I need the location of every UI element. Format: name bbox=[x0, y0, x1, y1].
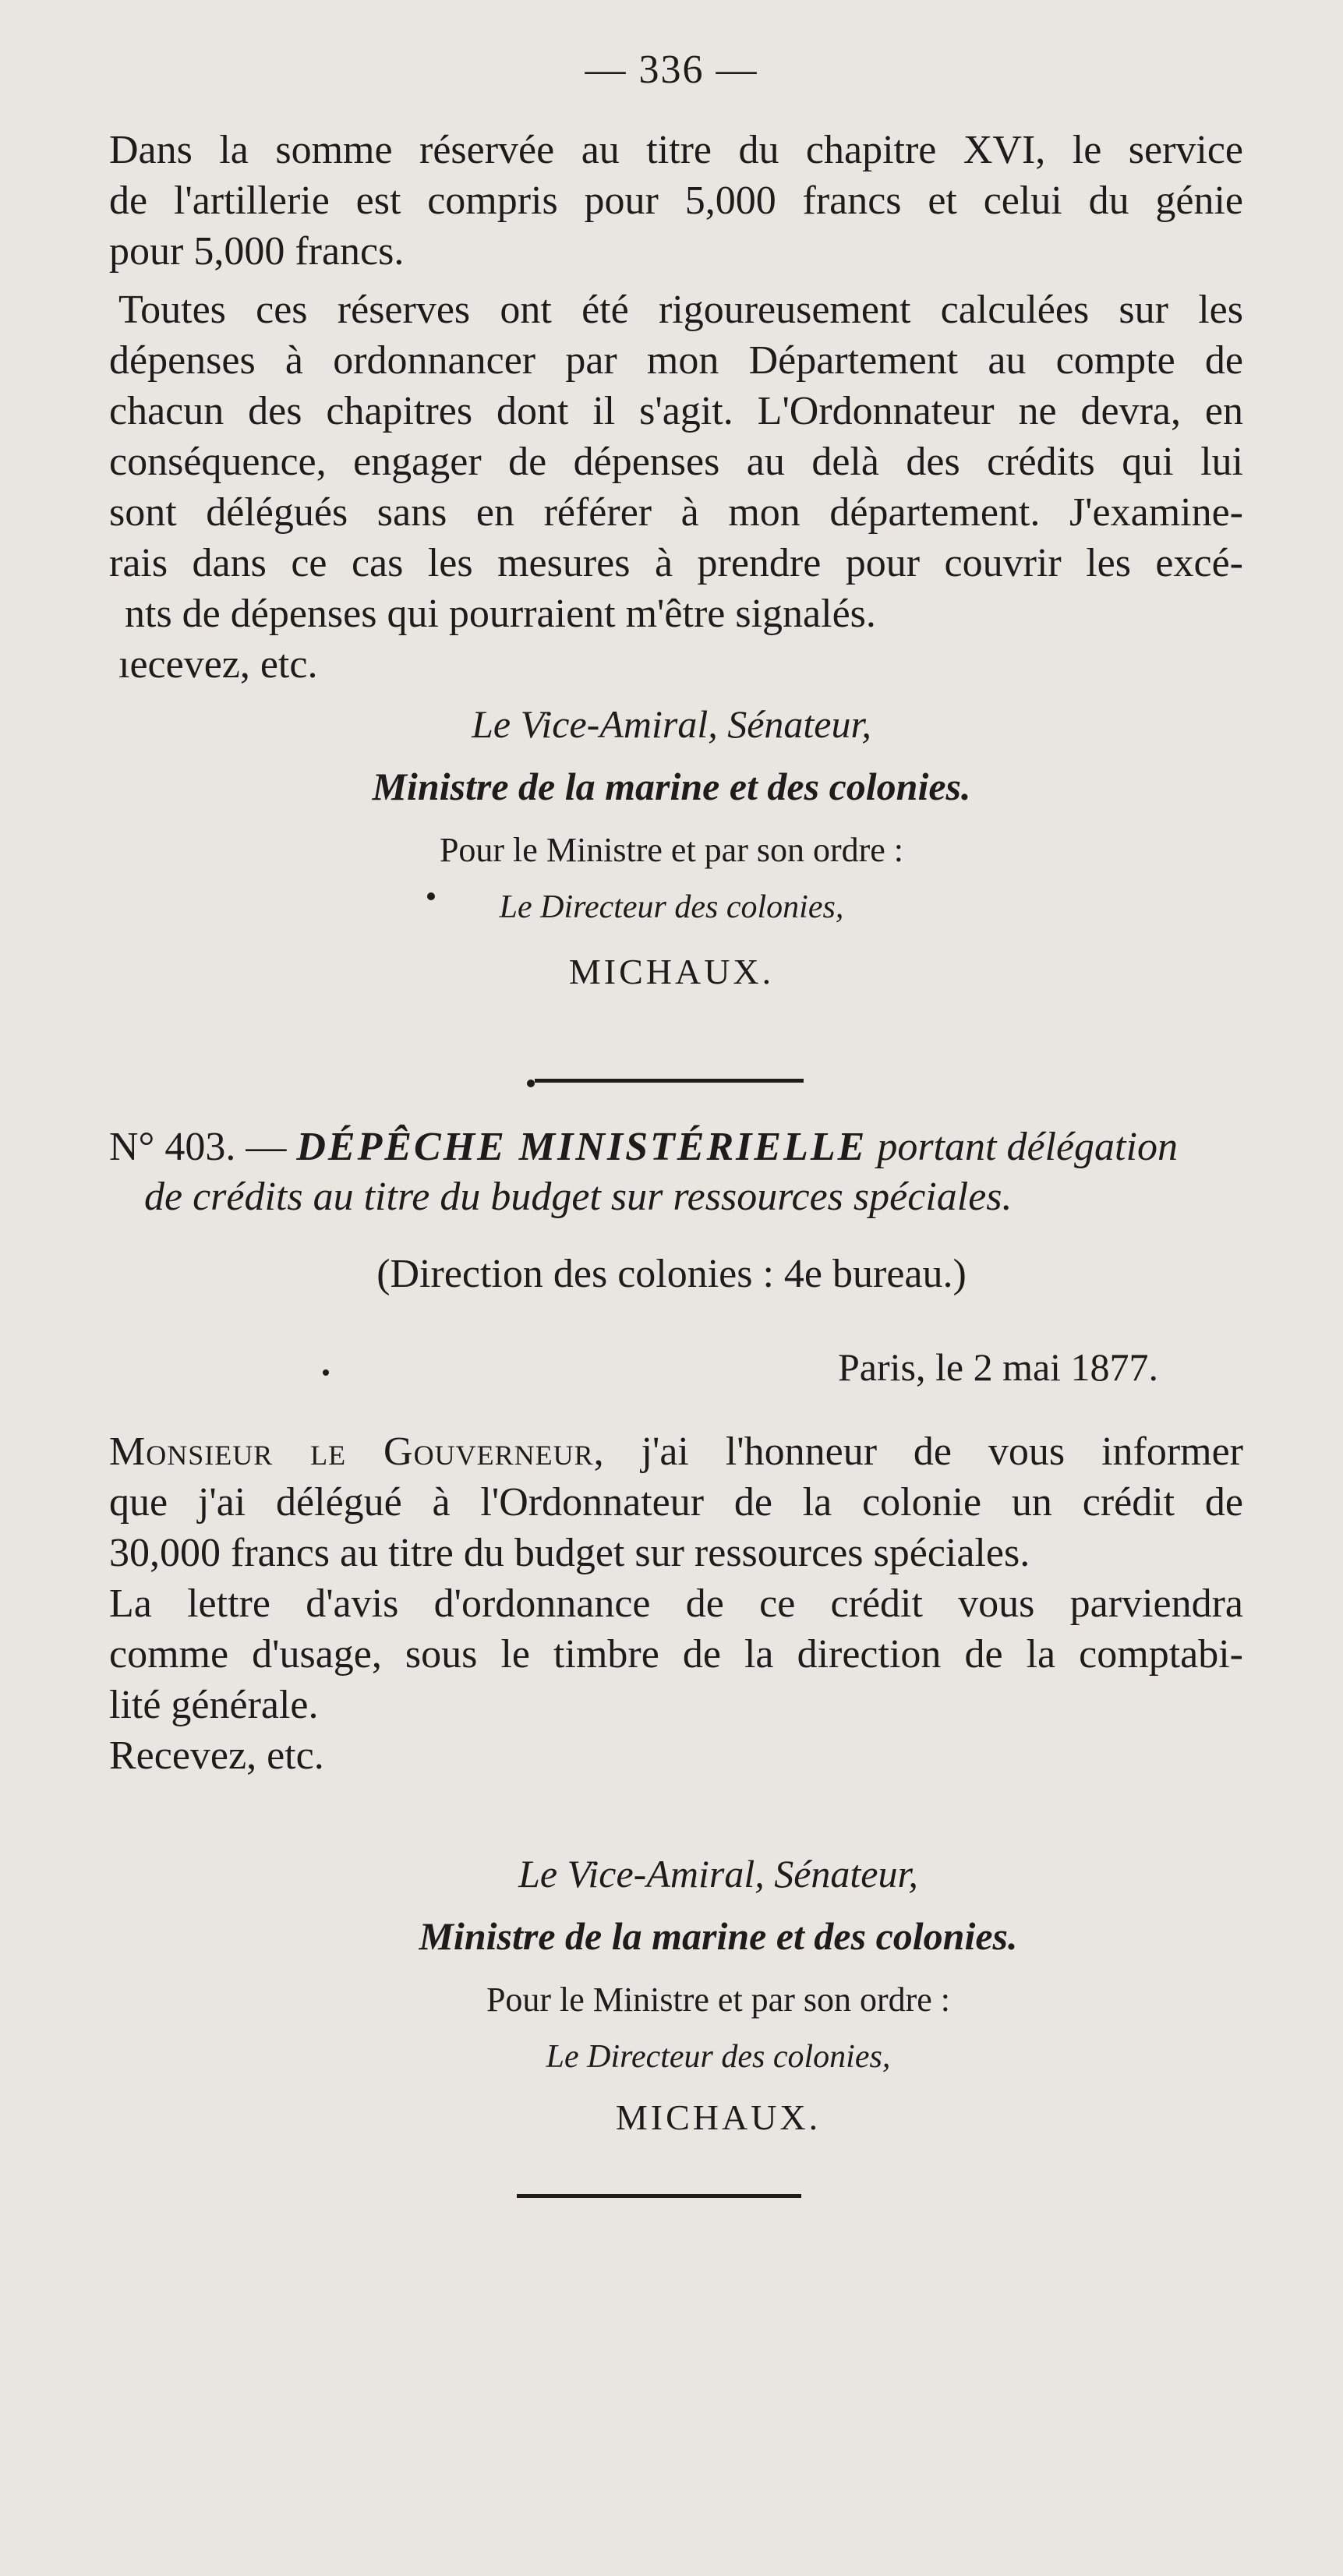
signature-office: Ministre de la marine et des colonies. bbox=[372, 765, 971, 808]
signature-director: Le Directeur des colonies, bbox=[499, 889, 844, 925]
direction-note: (Direction des colonies : 4e bureau.) bbox=[376, 1252, 967, 1296]
signature-order: Pour le Ministre et par son ordre : bbox=[439, 831, 904, 869]
date-line: Paris, le 2 mai 1877. bbox=[838, 1345, 1159, 1389]
ink-speck bbox=[427, 892, 435, 900]
page-number: — 336 — bbox=[585, 48, 758, 92]
text-line: sont délégués sans en référer à mon département. J'examine- bbox=[109, 490, 1243, 535]
text-line: Dans la somme réservée au titre du chapitre XVI, le service bbox=[109, 128, 1243, 172]
paragraph-artillery bbox=[109, 125, 1243, 277]
text-line: conséquence, engager de dépenses au delà des crédits qui lui bbox=[109, 440, 1243, 484]
document-heading bbox=[109, 1122, 1243, 1222]
document-number: N° 403. — bbox=[109, 1125, 287, 1169]
text-line: rais dans ce cas les mesures à prendre pour couvrir les excé- bbox=[109, 541, 1243, 585]
document-title-caps: DÉPÊCHE MINISTÉRIELLE bbox=[296, 1125, 868, 1169]
paragraph-reserves bbox=[109, 284, 1243, 690]
closing-line: ıecevez, etc. bbox=[118, 642, 318, 687]
signature-name: MICHAUX. bbox=[615, 2097, 822, 2137]
signature-order: Pour le Ministre et par son ordre : bbox=[486, 1981, 951, 2019]
text-line: lité générale. bbox=[109, 1683, 319, 1727]
ink-speck bbox=[323, 1369, 329, 1376]
text-line: La lettre d'avis d'ordonnance de ce crédit vous parviendra bbox=[109, 1581, 1243, 1626]
section-divider bbox=[535, 1079, 804, 1083]
signature-director: Le Directeur des colonies, bbox=[546, 2039, 891, 2075]
document-title-line2: de crédits au titre du budget sur ressources spéciales. bbox=[144, 1175, 1013, 1219]
text-line: Toutes ces réserves ont été rigoureusement calculées sur les bbox=[118, 288, 1243, 332]
signature-office: Ministre de la marine et des colonies. bbox=[419, 1914, 1018, 1958]
text-line: de l'artillerie est compris pour 5,000 francs et celui du génie bbox=[109, 178, 1243, 223]
text-line: que j'ai délégué à l'Ordonnateur de la colonie un crédit de bbox=[109, 1480, 1243, 1525]
text-line: dépenses à ordonnancer par mon Département au compte de bbox=[109, 338, 1243, 383]
letter-body bbox=[109, 1426, 1243, 1781]
section-divider bbox=[517, 2194, 801, 2198]
document-title-rest: portant délégation bbox=[877, 1125, 1178, 1169]
text-line: pour 5,000 francs. bbox=[109, 229, 405, 274]
text-line: comme d'usage, sous le timbre de la direction de la comptabi- bbox=[109, 1632, 1243, 1677]
text-line: chacun des chapitres dont il s'agit. L'Ordonnateur ne devra, en bbox=[109, 389, 1243, 433]
text-line: j'ai l'honneur de vous informer bbox=[641, 1429, 1243, 1474]
salutation: Monsieur le Gouverneur, bbox=[109, 1429, 605, 1474]
text-line: nts de dépenses qui pourraient m'être signalés. bbox=[125, 592, 876, 636]
closing-line: Recevez, etc. bbox=[109, 1733, 324, 1778]
text-line: 30,000 francs au titre du budget sur ressources spéciales. bbox=[109, 1531, 1030, 1575]
signature-title: Le Vice-Amiral, Sénateur, bbox=[472, 702, 871, 746]
signature-name: MICHAUX. bbox=[568, 952, 775, 991]
signature-title: Le Vice-Amiral, Sénateur, bbox=[518, 1852, 918, 1896]
ink-speck bbox=[527, 1080, 535, 1087]
